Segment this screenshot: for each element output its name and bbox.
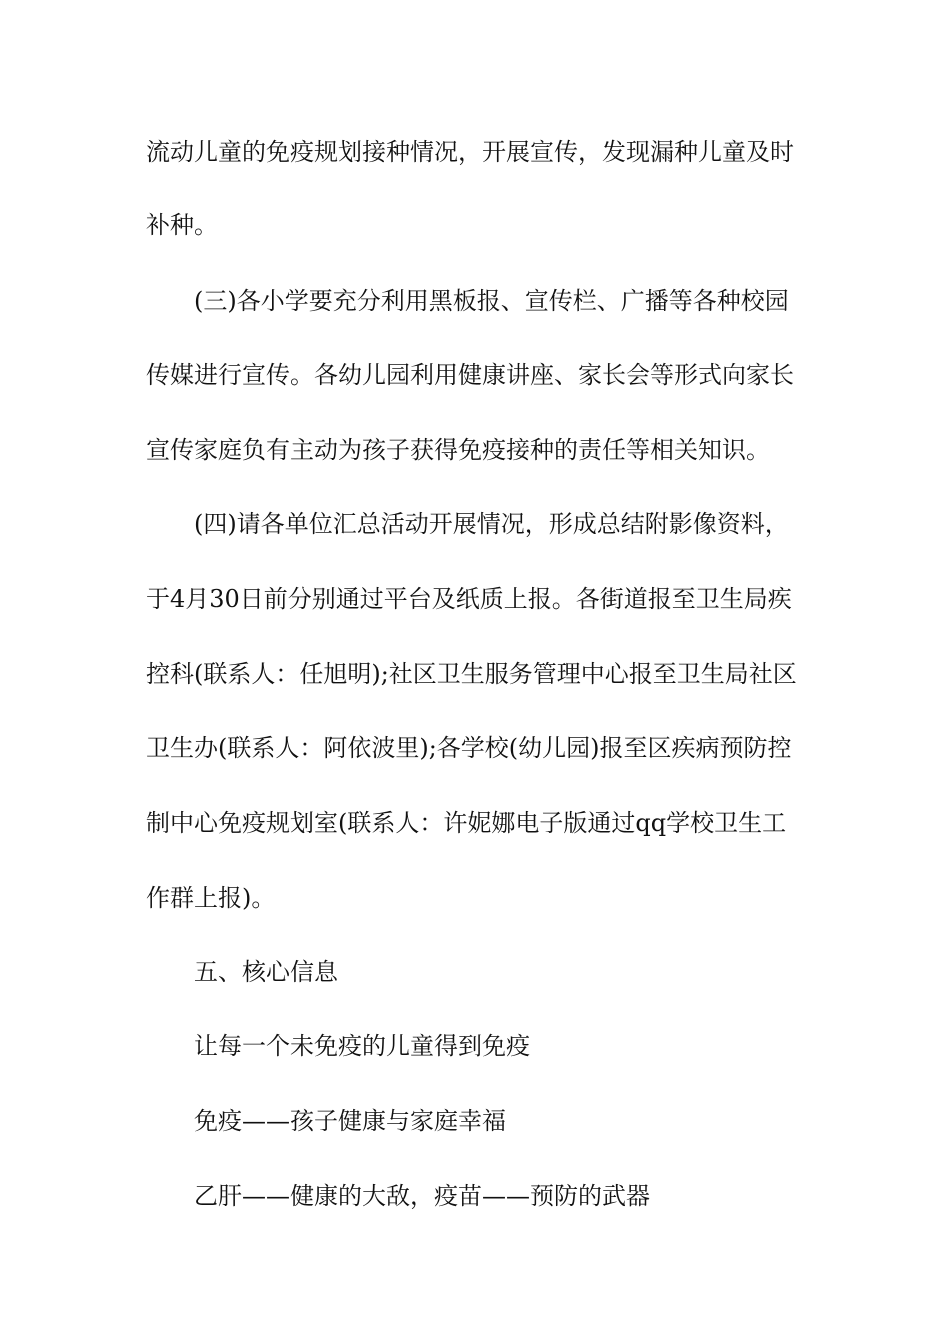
- core-message-line: 乙肝——健康的大敌，疫苗——预防的武器: [194, 1182, 650, 1210]
- core-message-line: 让每一个未免疫的儿童得到免疫: [194, 1032, 530, 1060]
- body-text-line: 作群上报)。: [146, 884, 276, 912]
- body-text-line: 制中心免疫规划室(联系人：许妮娜电子版通过qq学校卫生工: [146, 809, 787, 837]
- body-text-line: 传媒进行宣传。各幼儿园利用健康讲座、家长会等形式向家长: [146, 361, 794, 389]
- section-heading: 五、核心信息: [194, 958, 338, 986]
- body-text-line: 卫生办(联系人：阿依波里);各学校(幼儿园)报至区疾病预防控: [146, 734, 792, 762]
- body-text-line: 流动儿童的免疫规划接种情况，开展宣传，发现漏种儿童及时: [146, 138, 794, 166]
- body-text-line: 宣传家庭负有主动为孩子获得免疫接种的责任等相关知识。: [146, 436, 770, 464]
- body-text-line: 于4月30日前分别通过平台及纸质上报。各街道报至卫生局疾: [146, 585, 792, 613]
- body-text-line: 补种。: [146, 211, 218, 239]
- body-text-line: 控科(联系人：任旭明);社区卫生服务管理中心报至卫生局社区: [146, 660, 797, 688]
- paragraph-start-line: (四)请各单位汇总活动开展情况，形成总结附影像资料，: [194, 510, 789, 538]
- core-message-line: 免疫——孩子健康与家庭幸福: [194, 1107, 506, 1135]
- paragraph-start-line: (三)各小学要充分利用黑板报、宣传栏、广播等各种校园: [194, 287, 789, 315]
